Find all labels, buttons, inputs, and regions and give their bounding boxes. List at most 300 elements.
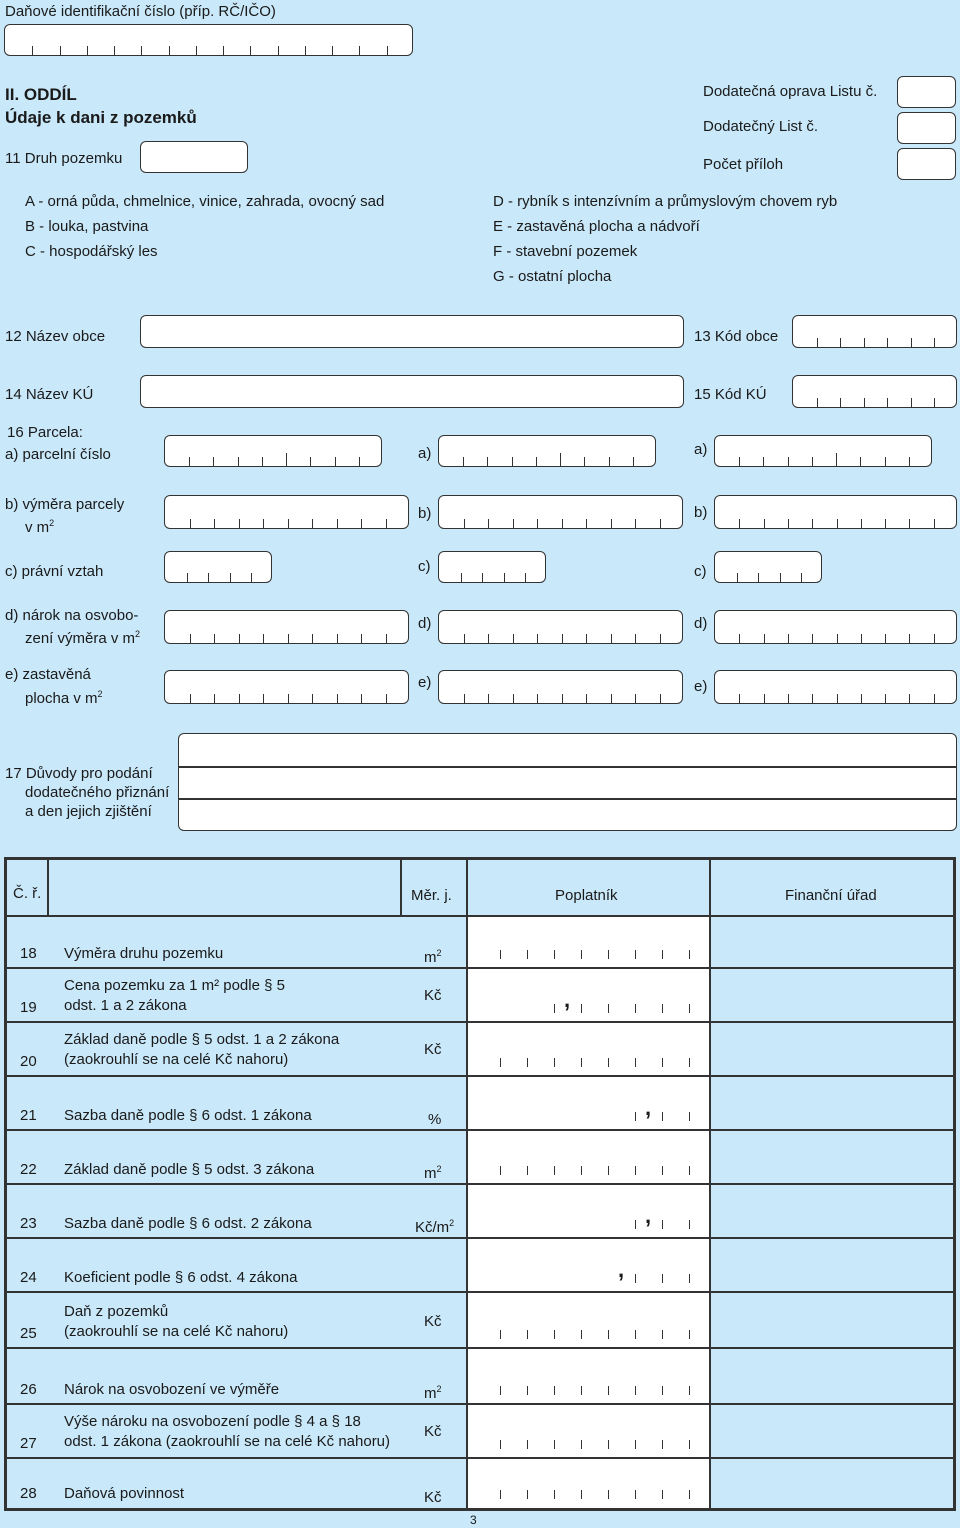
digit-tick [885,519,886,528]
table-row [7,1404,953,1458]
supplement-sheet-input[interactable] [897,112,956,144]
row-number: 25 [20,1325,37,1342]
page-number: 3 [470,1513,477,1527]
taxpayer-value-input[interactable] [467,1022,709,1075]
taxpayer-value-input[interactable] [467,1348,709,1403]
digit-tick [635,1490,636,1499]
digit-tick [633,457,634,466]
taxpayer-value-input[interactable] [467,1292,709,1347]
row-label-2: odst. 1 zákona (zaokrouhlí se na celé Kč nahoru) [64,1433,391,1450]
row-unit [424,1484,442,1507]
municipality-name-input[interactable] [140,315,684,348]
parcel-c-input-3[interactable] [714,551,822,583]
digit-tick [608,1166,609,1175]
taxpayer-value-input[interactable] [467,915,709,967]
digit-tick [288,519,289,528]
parcel-d-label2: zení výměra v $m^2$ [25,629,141,647]
row-label: Daňová povinnost [64,1485,185,1502]
row-number: 22 [20,1161,37,1178]
col2-d: d) [418,615,432,632]
digit-tick [934,519,935,528]
digit-tick [141,46,142,55]
digit-tick [500,1386,501,1395]
digit-tick [537,519,538,528]
taxpayer-value-input[interactable] [467,1130,709,1183]
unit-sup: 2 [436,1164,442,1174]
ticks [165,632,408,643]
digit-tick [861,634,862,643]
digit-tick [286,453,287,466]
digit-tick [213,457,214,466]
digit-tick [312,694,313,703]
digit-tick [500,1058,501,1067]
taxpayer-value-input[interactable] [467,1404,709,1457]
parcel-e-input-3[interactable] [714,670,957,704]
cadastral-code-label: 15 Kód KÚ [694,386,767,403]
digit-tick [310,457,311,466]
digit-tick [463,457,464,466]
digit-tick [861,519,862,528]
table-row [7,1458,953,1508]
digit-tick [537,634,538,643]
digit-tick [223,46,224,55]
unit-text: Kč [424,1489,442,1506]
digit-tick [812,634,813,643]
reasons-input[interactable] [178,733,957,831]
digit-tick [864,338,865,347]
digit-tick [635,694,636,703]
row-label: Základ daně podle § 5 odst. 3 zákona [64,1161,315,1178]
digit-tick [911,338,912,347]
decimal-comma: , [564,987,571,1012]
digit-tick [482,573,483,582]
land-type-c: C - hospodářský les [25,243,158,260]
digit-tick [554,1330,555,1339]
row-number: 20 [20,1053,37,1070]
digit-tick [581,1058,582,1067]
digit-tick [611,519,612,528]
digit-tick [214,634,215,643]
col3-d: d) [694,615,708,632]
digit-tick [689,1490,690,1499]
digit-tick [836,453,837,466]
digit-tick [263,694,264,703]
digit-tick [554,1386,555,1395]
digit-tick [87,46,88,55]
digit-tick [662,1004,663,1013]
digit-tick [608,1490,609,1499]
digit-tick [788,634,789,643]
unit-sup: 2 [436,948,442,958]
digit-tick [387,46,388,55]
digit-tick [554,1004,555,1013]
digit-tick [689,1112,690,1121]
taxpayer-value-input[interactable] [467,1184,709,1237]
parcel-d-label1: d) nárok na osvobo- [5,607,139,624]
digit-tick [934,694,935,703]
correction-sheet-input[interactable] [897,76,956,108]
unit-text: % [428,1111,442,1128]
parcel-b-input-3[interactable] [714,495,957,529]
ticks [165,692,408,703]
digit-tick [934,398,935,407]
col2-c: c) [418,558,431,575]
parcel-e-input-1[interactable] [164,670,409,704]
taxpayer-value-input[interactable] [467,1076,709,1129]
taxpayer-value-input[interactable] [467,1458,709,1507]
ticks [715,632,956,643]
row-label-2: odst. 1 a 2 zákona [64,997,187,1014]
taxpayer-value-input[interactable] [467,1238,709,1291]
digit-tick [513,694,514,703]
unit-text: Kč/m [415,1219,450,1236]
digit-tick [764,694,765,703]
cadastral-name-label: 14 Název KÚ [5,386,94,403]
digit-tick [238,457,239,466]
row-number: 19 [20,999,37,1016]
digit-tick [660,694,661,703]
digit-tick [527,1166,528,1175]
municipality-name-label: 12 Název obce [5,328,106,345]
digit-tick [609,457,610,466]
attachments-label: Počet příloh [703,156,784,173]
ticks [165,517,408,528]
municipality-code-ticks [793,336,956,347]
ticks [715,517,956,528]
digit-tick [500,1330,501,1339]
digit-tick [635,634,636,643]
digit-tick [488,634,489,643]
digit-tick [739,694,740,703]
digit-tick [812,519,813,528]
land-type-f: F - stavební pozemek [493,243,638,260]
header-unit: Měr. j. [411,887,452,904]
tin-ticks [5,44,412,55]
digit-tick [635,1274,636,1283]
unit-text: m [424,1165,437,1182]
col2-e: e) [418,674,432,691]
parcel-b-label2: v $m^2$ [25,518,55,536]
digit-tick [909,634,910,643]
digit-tick [689,950,690,959]
digit-tick [500,950,501,959]
digit-tick [780,573,781,582]
digit-tick [586,634,587,643]
digit-tick [911,398,912,407]
digit-tick [386,519,387,528]
row-number: 27 [20,1435,37,1452]
row-label: Sazba daně podle § 6 odst. 2 zákona [64,1215,312,1232]
row-unit [428,1106,441,1129]
digit-tick [537,694,538,703]
digit-tick [662,1058,663,1067]
digit-tick [662,1274,663,1283]
digit-tick [758,573,759,582]
row-label: Sazba daně podle § 6 odst. 1 zákona [64,1107,312,1124]
header-num: Č. ř. [13,885,42,902]
unit-sup: 2 [436,1384,442,1394]
row-number: 24 [20,1269,37,1286]
digit-tick [763,457,764,466]
row-number: 18 [20,945,37,962]
digit-tick [262,457,263,466]
digit-tick [208,573,209,582]
digit-tick [739,457,740,466]
digit-tick [840,338,841,347]
digit-tick [885,694,886,703]
digit-tick [513,519,514,528]
col-sep [400,860,402,915]
cadastral-code-input[interactable] [792,375,957,408]
digit-tick [812,694,813,703]
table-row [7,1076,953,1130]
digit-tick [689,1058,690,1067]
digit-tick [214,519,215,528]
digit-tick [608,1330,609,1339]
correction-sheet-label: Dodatečná oprava Listu č. [703,83,878,100]
row-unit [424,944,442,967]
digit-tick [487,457,488,466]
row-unit [424,1418,442,1441]
col3-c: c) [694,563,707,580]
digit-tick [885,634,886,643]
digit-tick [887,338,888,347]
digit-tick [562,634,563,643]
digit-tick [527,1058,528,1067]
digit-tick [689,1004,690,1013]
digit-tick [635,519,636,528]
land-type-label: 11 Druh pozemku [5,150,123,167]
ticks [439,455,655,466]
digit-tick [885,457,886,466]
unit-text: m [424,1385,437,1402]
digit-tick [554,950,555,959]
digit-tick [662,1220,663,1229]
ticks [165,455,381,466]
parcel-a-input-2[interactable] [438,435,656,467]
row-label: Daň z pozemků [64,1303,169,1320]
digit-tick [635,1112,636,1121]
table-row [7,1184,953,1238]
digit-tick [611,634,612,643]
parcel-d-input-1[interactable] [164,610,409,644]
digit-tick [464,634,465,643]
municipality-code-label: 13 Kód obce [694,328,779,345]
unit-text: m [424,949,437,966]
digit-tick [837,634,838,643]
digit-tick [689,1166,690,1175]
digit-tick [864,398,865,407]
digit-tick [305,46,306,55]
digit-tick [581,1166,582,1175]
parcel-d-input-2[interactable] [438,610,683,644]
digit-tick [536,457,537,466]
digit-tick [581,950,582,959]
digit-tick [581,1490,582,1499]
digit-tick [660,519,661,528]
digit-tick [554,1058,555,1067]
digit-tick [196,46,197,55]
digit-tick [662,1440,663,1449]
attachments-input[interactable] [897,148,956,180]
digit-tick [586,694,587,703]
col3-a: a) [694,441,708,458]
digit-tick [239,694,240,703]
digit-tick [554,1440,555,1449]
section-subtitle: Údaje k dani z pozemků [5,108,197,127]
digit-tick [461,573,462,582]
digit-tick [488,519,489,528]
digit-tick [288,634,289,643]
digit-tick [278,46,279,55]
digit-tick [581,1004,582,1013]
digit-tick [887,398,888,407]
digit-tick [788,457,789,466]
digit-tick [611,694,612,703]
taxpayer-value-input[interactable] [467,968,709,1021]
digit-tick [689,1386,690,1395]
supplement-sheet-label: Dodatečný List č. [703,118,819,135]
digit-tick [361,694,362,703]
digit-tick [635,1440,636,1449]
digit-tick [527,950,528,959]
col2-a: a) [418,445,432,462]
parcel-title: 16 Parcela: [7,424,83,441]
digit-tick [527,1490,528,1499]
col3-e: e) [694,678,708,695]
row-unit [424,982,442,1005]
col2-b: b) [418,505,432,522]
land-type-e: E - zastavěná plocha a nádvoří [493,218,700,235]
tax-table [4,857,956,1511]
digit-tick [635,1330,636,1339]
digit-tick [562,519,563,528]
decimal-comma: , [645,1203,652,1228]
row-label: Výše nároku na osvobození podle § 4 a § 18 [64,1413,361,1430]
decimal-comma: , [645,1095,652,1120]
digit-tick [527,1440,528,1449]
digit-tick [662,1386,663,1395]
row-unit [424,1308,442,1331]
parcel-c-input-2[interactable] [438,551,546,583]
digit-tick [312,634,313,643]
parcel-a-input-3[interactable] [714,435,932,467]
digit-tick [635,1004,636,1013]
digit-tick [635,1058,636,1067]
digit-tick [114,46,115,55]
row-label-2: (zaokrouhlí se na celé Kč nahoru) [64,1051,289,1068]
digit-tick [909,519,910,528]
digit-tick [288,694,289,703]
unit-sup: 2 [449,1218,455,1228]
digit-tick [488,694,489,703]
digit-tick [512,457,513,466]
digit-tick [817,338,818,347]
digit-tick [187,573,188,582]
tin-input[interactable] [4,24,413,56]
parcel-e-input-2[interactable] [438,670,683,704]
digit-tick [332,46,333,55]
parcel-b-input-2[interactable] [438,495,683,529]
digit-tick [662,1490,663,1499]
parcel-a-label: a) parcelní číslo [5,446,111,463]
digit-tick [359,457,360,466]
digit-tick [190,519,191,528]
land-type-input[interactable] [140,141,248,173]
digit-tick [581,1330,582,1339]
digit-tick [361,519,362,528]
row-label: Výměra druhu pozemku [64,945,224,962]
municipality-code-input[interactable] [792,315,957,348]
digit-tick [214,694,215,703]
ticks [439,571,545,582]
row-number: 21 [20,1107,37,1124]
parcel-c-input-1[interactable] [164,551,272,583]
row-label-2: (zaokrouhlí se na celé Kč nahoru) [64,1323,289,1340]
row-number: 23 [20,1215,37,1232]
digit-tick [386,694,387,703]
table-row [7,968,953,1022]
digit-tick [812,457,813,466]
parcel-b-input-1[interactable] [164,495,409,529]
digit-tick [608,1440,609,1449]
table-row [7,1238,953,1292]
digit-tick [608,1386,609,1395]
digit-tick [934,338,935,347]
digit-tick [32,46,33,55]
digit-tick [337,519,338,528]
digit-tick [230,573,231,582]
header-office: Finanční úřad [785,887,877,904]
reasons-label2: dodatečného přiznání [25,784,170,801]
digit-tick [504,573,505,582]
table-row [7,1130,953,1184]
row-number: 28 [20,1485,37,1502]
digit-tick [361,634,362,643]
digit-tick [608,1004,609,1013]
digit-tick [251,573,252,582]
unit-text: Kč [424,1313,442,1330]
digit-tick [840,398,841,407]
digit-tick [764,634,765,643]
digit-tick [359,46,360,55]
ticks [439,632,682,643]
table-row [7,915,953,968]
digit-tick [464,519,465,528]
digit-tick [635,1220,636,1229]
digit-tick [337,694,338,703]
parcel-d-input-3[interactable] [714,610,957,644]
digit-tick [689,1440,690,1449]
digit-tick [635,950,636,959]
digit-tick [635,1166,636,1175]
row-unit [424,1160,442,1183]
parcel-a-input-1[interactable] [164,435,382,467]
digit-tick [739,519,740,528]
digit-tick [263,519,264,528]
col-sep [47,860,49,915]
digit-tick [560,453,561,466]
parcel-c-label: c) právní vztah [5,563,104,580]
reasons-label3: a den jejich zjištění [25,803,152,820]
digit-tick [662,1166,663,1175]
col3-b: b) [694,504,708,521]
row-label: Základ daně podle § 5 odst. 1 a 2 zákona [64,1031,340,1048]
section-title: II. ODDÍL [5,85,77,104]
cadastral-name-input[interactable] [140,375,684,408]
ticks [439,517,682,528]
digit-tick [788,694,789,703]
